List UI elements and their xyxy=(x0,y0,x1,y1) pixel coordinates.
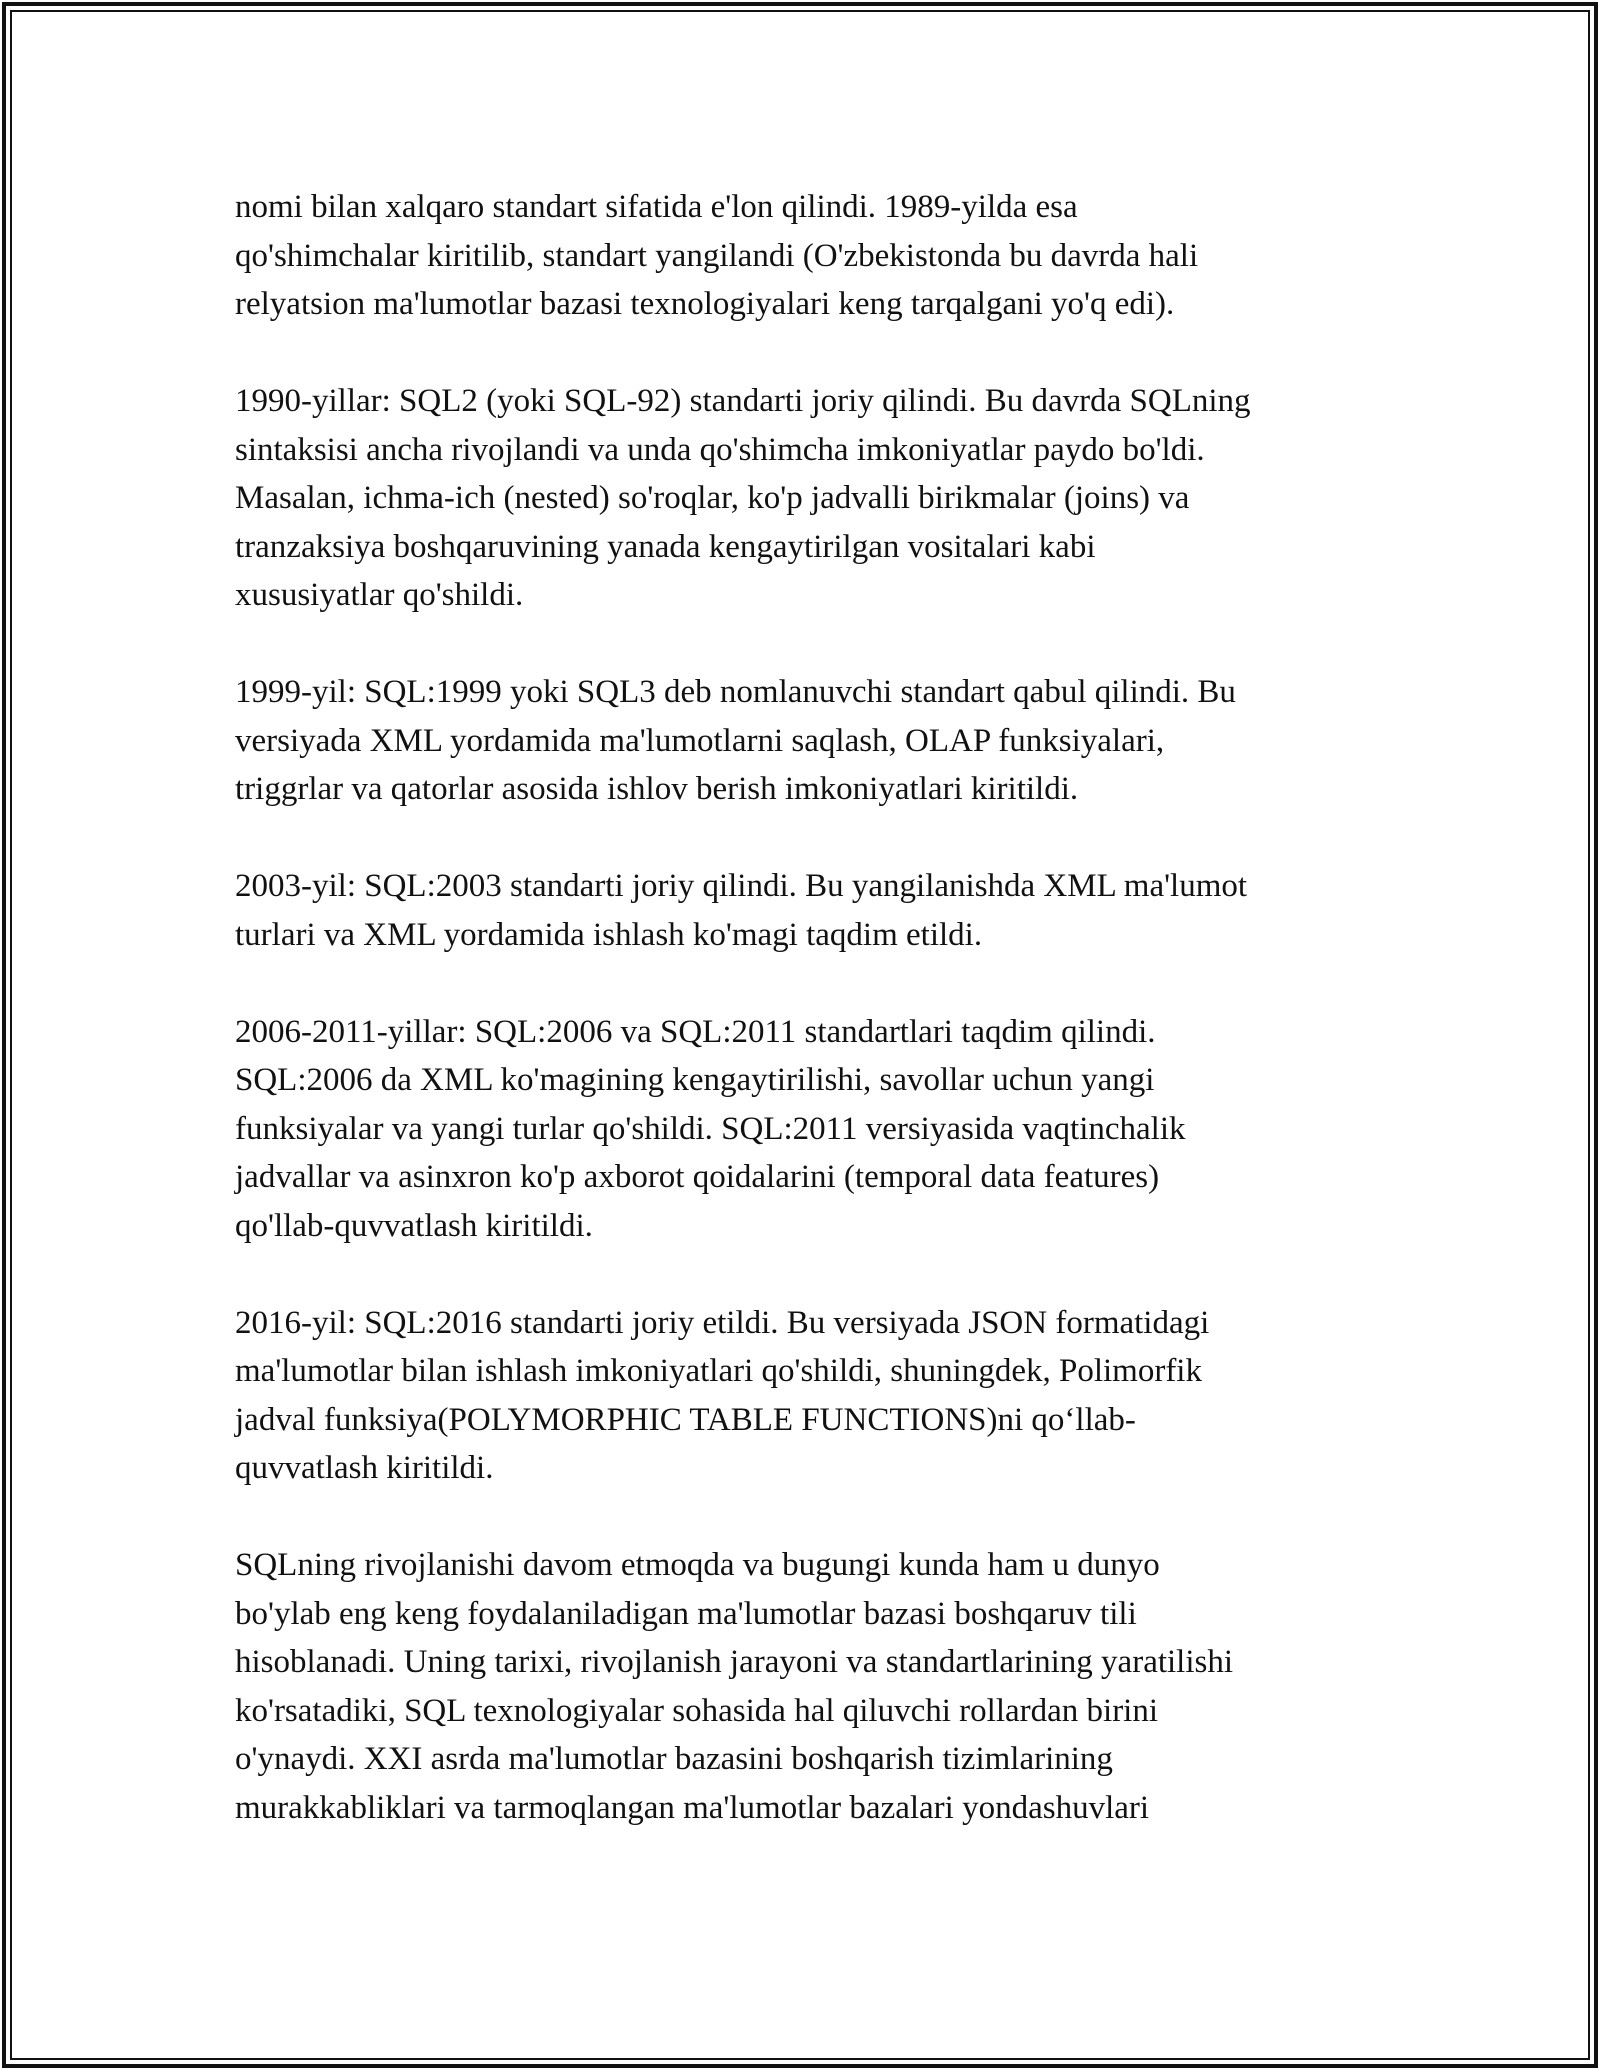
text-line: qo'llab-quvvatlash kiritildi. xyxy=(235,1207,593,1244)
paragraph-2006-2011 xyxy=(235,1008,1385,1251)
text-line: SQLning rivojlanishi davom etmoqda va bugungi kunda ham u dunyo xyxy=(235,1547,1160,1583)
text-line: funksiyalar va yangi turlar qo'shildi. SQL:2011 versiyasida vaqtinchalik xyxy=(235,1110,1186,1147)
text-line: hisoblanadi. Uning tarixi, rivojlanish jarayoni va standartlarining yaratilishi xyxy=(235,1644,1234,1680)
text-line: ma'lumotlar bilan ishlash imkoniyatlari qo'shildi, shuningdek, Polimorfik xyxy=(235,1353,1202,1389)
document-body xyxy=(235,183,1385,1881)
text-line: qo'shimchalar kiritilib, standart yangilandi (O'zbekistonda bu davrda hali xyxy=(235,237,1199,274)
text-line: 1990-yillar: SQL2 (yoki SQL-92) standarti joriy qilindi. Bu davrda SQLning xyxy=(235,383,1251,419)
paragraph-1990s xyxy=(235,377,1385,620)
text-line: tranzaksiya boshqaruvining yanada kengaytirilgan vositalari kabi xyxy=(235,528,1096,565)
text-line: relyatsion ma'lumotlar bazasi texnologiyalari keng tarqalgani yo'q edi). xyxy=(235,286,1175,322)
text-line: 2006-2011-yillar: SQL:2006 va SQL:2011 standartlari taqdim qilindi. xyxy=(235,1013,1156,1050)
text-line: 1999-yil: SQL:1999 yoki SQL3 deb nomlanuvchi standart qabul qilindi. Bu xyxy=(235,674,1236,710)
text-line: o'ynaydi. XXI asrda ma'lumotlar bazasini boshqarish tizimlarining xyxy=(235,1741,1113,1777)
text-line: Masalan, ichma-ich (nested) so'roqlar, ko'p jadvalli birikmalar (joins) va xyxy=(235,480,1190,516)
text-line: 2003-yil: SQL:2003 standarti joriy qilindi. Bu yangilanishda XML ma'lumot xyxy=(235,868,1248,904)
text-line: sintaksisi ancha rivojlandi va unda qo'shimcha imkoniyatlar paydo bo'ldi. xyxy=(235,431,1205,468)
paragraph-sql86-1989 xyxy=(235,183,1385,329)
text-line: versiyada XML yordamida ma'lumotlarni saqlash, OLAP funksiyalari, xyxy=(235,722,1165,759)
paragraph-2016 xyxy=(235,1299,1385,1493)
text-line: SQL:2006 da XML ko'magining kengaytirilishi, savollar uchun yangi xyxy=(235,1062,1155,1098)
paragraph-2003 xyxy=(235,862,1385,959)
text-line: triggrlar va qatorlar asosida ishlov berish imkoniyatlari kiritildi. xyxy=(235,771,1079,807)
text-line: jadvallar va asinxron ko'p axborot qoidalarini (temporal data features) xyxy=(235,1159,1160,1195)
text-line: turlari va XML yordamida ishlash ko'magi taqdim etildi. xyxy=(235,916,983,953)
text-line: bo'ylab eng keng foydalaniladigan ma'lumotlar bazasi boshqaruv tili xyxy=(235,1595,1137,1632)
text-line: murakkabliklari va tarmoqlangan ma'lumotlar bazalari yondashuvlari xyxy=(235,1789,1150,1826)
text-line: jadval funksiya(POLYMORPHIC TABLE FUNCTIONS)ni qo‘llab- xyxy=(235,1401,1136,1438)
paragraph-conclusion xyxy=(235,1541,1385,1832)
paragraph-1999 xyxy=(235,668,1385,814)
text-line: nomi bilan xalqaro standart sifatida e'lon qilindi. 1989-yilda esa xyxy=(235,189,1078,225)
text-line: 2016-yil: SQL:2016 standarti joriy etildi. Bu versiyada JSON formatidagi xyxy=(235,1304,1210,1341)
text-line: quvvatlash kiritildi. xyxy=(235,1450,494,1486)
text-line: xususiyatlar qo'shildi. xyxy=(235,577,524,613)
text-line: ko'rsatadiki, SQL texnologiyalar sohasida hal qiluvchi rollardan birini xyxy=(235,1692,1159,1729)
